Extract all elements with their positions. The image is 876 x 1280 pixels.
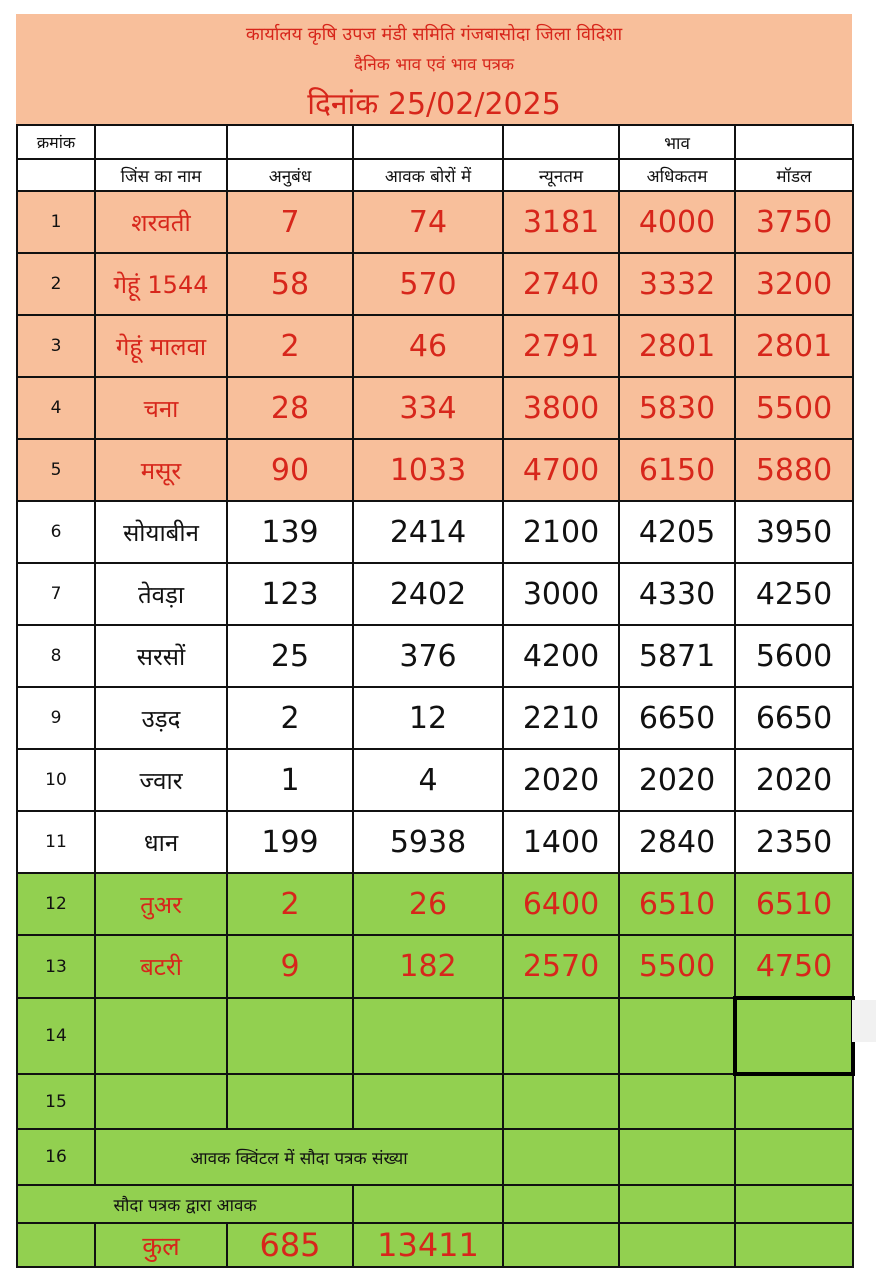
cell-anubandh: 58 xyxy=(227,253,353,315)
empty-cell xyxy=(353,1185,503,1223)
cell-min: 3000 xyxy=(503,563,619,625)
header-row-2 xyxy=(17,159,853,191)
cell-name: मसूर xyxy=(95,439,227,501)
cell-name: सरसों xyxy=(95,625,227,687)
table-row xyxy=(17,191,853,253)
cell-model: 2801 xyxy=(735,315,853,377)
empty-cell xyxy=(17,1223,95,1267)
cell-anubandh: 28 xyxy=(227,377,353,439)
edge-strip xyxy=(852,1000,876,1042)
cell-aavak: 74 xyxy=(353,191,503,253)
cell-min: 2210 xyxy=(503,687,619,749)
date-line: दिनांक 25/02/2025 xyxy=(307,87,561,122)
table-row xyxy=(17,377,853,439)
cell-sn: 7 xyxy=(17,563,95,625)
empty-header-cell xyxy=(353,125,503,159)
cell-aavak: 5938 xyxy=(353,811,503,873)
empty-cell xyxy=(619,998,735,1074)
table-row xyxy=(17,749,853,811)
cell-max: 6650 xyxy=(619,687,735,749)
cell-name: ज्वार xyxy=(95,749,227,811)
header-row-1 xyxy=(17,125,853,159)
empty-cell xyxy=(503,1223,619,1267)
table-row xyxy=(17,253,853,315)
cell-max: 2020 xyxy=(619,749,735,811)
sauda-row xyxy=(17,1185,853,1223)
cell-sn: 15 xyxy=(17,1074,95,1129)
cell-model: 3950 xyxy=(735,501,853,563)
cell-aavak: 46 xyxy=(353,315,503,377)
empty-cell xyxy=(619,1074,735,1129)
cell-sn: 3 xyxy=(17,315,95,377)
empty-cell xyxy=(353,1074,503,1129)
cell-max: 4330 xyxy=(619,563,735,625)
empty-cell xyxy=(227,1074,353,1129)
empty-cell xyxy=(227,998,353,1074)
cell-anubandh: 199 xyxy=(227,811,353,873)
cell-max: 6150 xyxy=(619,439,735,501)
table-row xyxy=(17,687,853,749)
col-model-header: मॉडल xyxy=(735,159,853,191)
cell-max: 4205 xyxy=(619,501,735,563)
empty-cell xyxy=(353,998,503,1074)
table-row xyxy=(17,439,853,501)
cell-aavak: 26 xyxy=(353,873,503,935)
empty-cell xyxy=(619,1129,735,1185)
cell-anubandh: 25 xyxy=(227,625,353,687)
col-min-header: न्यूनतम xyxy=(503,159,619,191)
cell-anubandh: 2 xyxy=(227,315,353,377)
total-row xyxy=(17,1223,853,1267)
table-row xyxy=(17,873,853,935)
cell-aavak: 182 xyxy=(353,935,503,998)
note-text: आवक क्विंटल में सौदा पत्रक संख्या xyxy=(95,1129,503,1185)
table-row xyxy=(17,563,853,625)
cell-sn: 16 xyxy=(17,1129,95,1185)
sheet-header xyxy=(16,14,852,124)
total-aavak: 13411 xyxy=(353,1223,503,1267)
cell-min: 4700 xyxy=(503,439,619,501)
empty-cell xyxy=(95,998,227,1074)
empty-cell xyxy=(503,1129,619,1185)
office-title: कार्यालय कृषि उपज मंडी समिति गंजबासोदा जिला विदिशा xyxy=(245,24,623,45)
cell-max: 5830 xyxy=(619,377,735,439)
empty-cell xyxy=(735,998,853,1074)
cell-max: 4000 xyxy=(619,191,735,253)
table-row-blank xyxy=(17,998,853,1074)
table-row xyxy=(17,935,853,998)
cell-min: 4200 xyxy=(503,625,619,687)
total-label: कुल xyxy=(95,1223,227,1267)
col-anubandh-header: अनुबंध xyxy=(227,159,353,191)
empty-cell xyxy=(735,1129,853,1185)
table-row xyxy=(17,501,853,563)
cell-name: धान xyxy=(95,811,227,873)
cell-model: 5880 xyxy=(735,439,853,501)
cell-name: तुअर xyxy=(95,873,227,935)
cell-aavak: 1033 xyxy=(353,439,503,501)
cell-anubandh: 2 xyxy=(227,687,353,749)
cell-sn: 4 xyxy=(17,377,95,439)
total-anubandh: 685 xyxy=(227,1223,353,1267)
cell-sn: 10 xyxy=(17,749,95,811)
cell-anubandh: 7 xyxy=(227,191,353,253)
empty-cell xyxy=(735,1074,853,1129)
cell-name: तेवड़ा xyxy=(95,563,227,625)
cell-sn: 8 xyxy=(17,625,95,687)
cell-min: 3800 xyxy=(503,377,619,439)
cell-anubandh: 90 xyxy=(227,439,353,501)
cell-name: गेहूं मालवा xyxy=(95,315,227,377)
empty-cell xyxy=(735,1223,853,1267)
cell-anubandh: 9 xyxy=(227,935,353,998)
cell-model: 3750 xyxy=(735,191,853,253)
cell-model: 6650 xyxy=(735,687,853,749)
empty-header-cell xyxy=(503,125,619,159)
col-aavak-header: आवक बोरों में xyxy=(353,159,503,191)
empty-cell xyxy=(503,998,619,1074)
cell-model: 6510 xyxy=(735,873,853,935)
cell-name: चना xyxy=(95,377,227,439)
empty-header-cell xyxy=(227,125,353,159)
cell-sn: 13 xyxy=(17,935,95,998)
col-max-header: अधिकतम xyxy=(619,159,735,191)
table-row-blank xyxy=(17,1074,853,1129)
cell-name: बटरी xyxy=(95,935,227,998)
cell-aavak: 570 xyxy=(353,253,503,315)
empty-header-cell xyxy=(95,125,227,159)
cell-name: सोयाबीन xyxy=(95,501,227,563)
empty-header-cell xyxy=(17,159,95,191)
cell-aavak: 4 xyxy=(353,749,503,811)
cell-model: 2350 xyxy=(735,811,853,873)
cell-model: 4250 xyxy=(735,563,853,625)
cell-min: 3181 xyxy=(503,191,619,253)
table-row xyxy=(17,315,853,377)
cell-min: 6400 xyxy=(503,873,619,935)
cell-sn: 1 xyxy=(17,191,95,253)
cell-sn: 6 xyxy=(17,501,95,563)
cell-anubandh: 123 xyxy=(227,563,353,625)
cell-sn: 12 xyxy=(17,873,95,935)
empty-cell xyxy=(503,1074,619,1129)
cell-name: गेहूं 1544 xyxy=(95,253,227,315)
empty-cell xyxy=(503,1185,619,1223)
empty-header-cell xyxy=(735,125,853,159)
cell-max: 6510 xyxy=(619,873,735,935)
note-row xyxy=(17,1129,853,1185)
col-name-header: जिंस का नाम xyxy=(95,159,227,191)
cell-model: 2020 xyxy=(735,749,853,811)
cell-model: 5600 xyxy=(735,625,853,687)
cell-sn: 2 xyxy=(17,253,95,315)
empty-cell xyxy=(95,1074,227,1129)
empty-cell xyxy=(619,1185,735,1223)
col-serial-header: क्रमांक xyxy=(17,125,95,159)
sub-title: दैनिक भाव एवं भाव पत्रक xyxy=(353,55,515,75)
cell-aavak: 334 xyxy=(353,377,503,439)
cell-max: 2840 xyxy=(619,811,735,873)
sauda-label: सौदा पत्रक द्वारा आवक xyxy=(17,1185,353,1223)
cell-aavak: 2414 xyxy=(353,501,503,563)
cell-model: 5500 xyxy=(735,377,853,439)
rates-table xyxy=(16,124,855,1268)
cell-name: शरवती xyxy=(95,191,227,253)
cell-max: 5871 xyxy=(619,625,735,687)
cell-name: उड़द xyxy=(95,687,227,749)
cell-aavak: 376 xyxy=(353,625,503,687)
cell-aavak: 2402 xyxy=(353,563,503,625)
cell-sn: 9 xyxy=(17,687,95,749)
cell-min: 2100 xyxy=(503,501,619,563)
cell-anubandh: 139 xyxy=(227,501,353,563)
cell-anubandh: 2 xyxy=(227,873,353,935)
cell-min: 2020 xyxy=(503,749,619,811)
cell-anubandh: 1 xyxy=(227,749,353,811)
cell-aavak: 12 xyxy=(353,687,503,749)
cell-min: 2791 xyxy=(503,315,619,377)
cell-min: 1400 xyxy=(503,811,619,873)
rate-sheet xyxy=(16,14,852,124)
cell-max: 5500 xyxy=(619,935,735,998)
empty-cell xyxy=(619,1223,735,1267)
table-row xyxy=(17,625,853,687)
cell-min: 2570 xyxy=(503,935,619,998)
empty-cell xyxy=(735,1185,853,1223)
cell-sn: 5 xyxy=(17,439,95,501)
cell-sn: 14 xyxy=(17,998,95,1074)
cell-max: 3332 xyxy=(619,253,735,315)
cell-sn: 11 xyxy=(17,811,95,873)
cell-model: 3200 xyxy=(735,253,853,315)
col-bhav-header: भाव xyxy=(619,125,735,159)
cell-min: 2740 xyxy=(503,253,619,315)
table-row xyxy=(17,811,853,873)
cell-max: 2801 xyxy=(619,315,735,377)
cell-model: 4750 xyxy=(735,935,853,998)
